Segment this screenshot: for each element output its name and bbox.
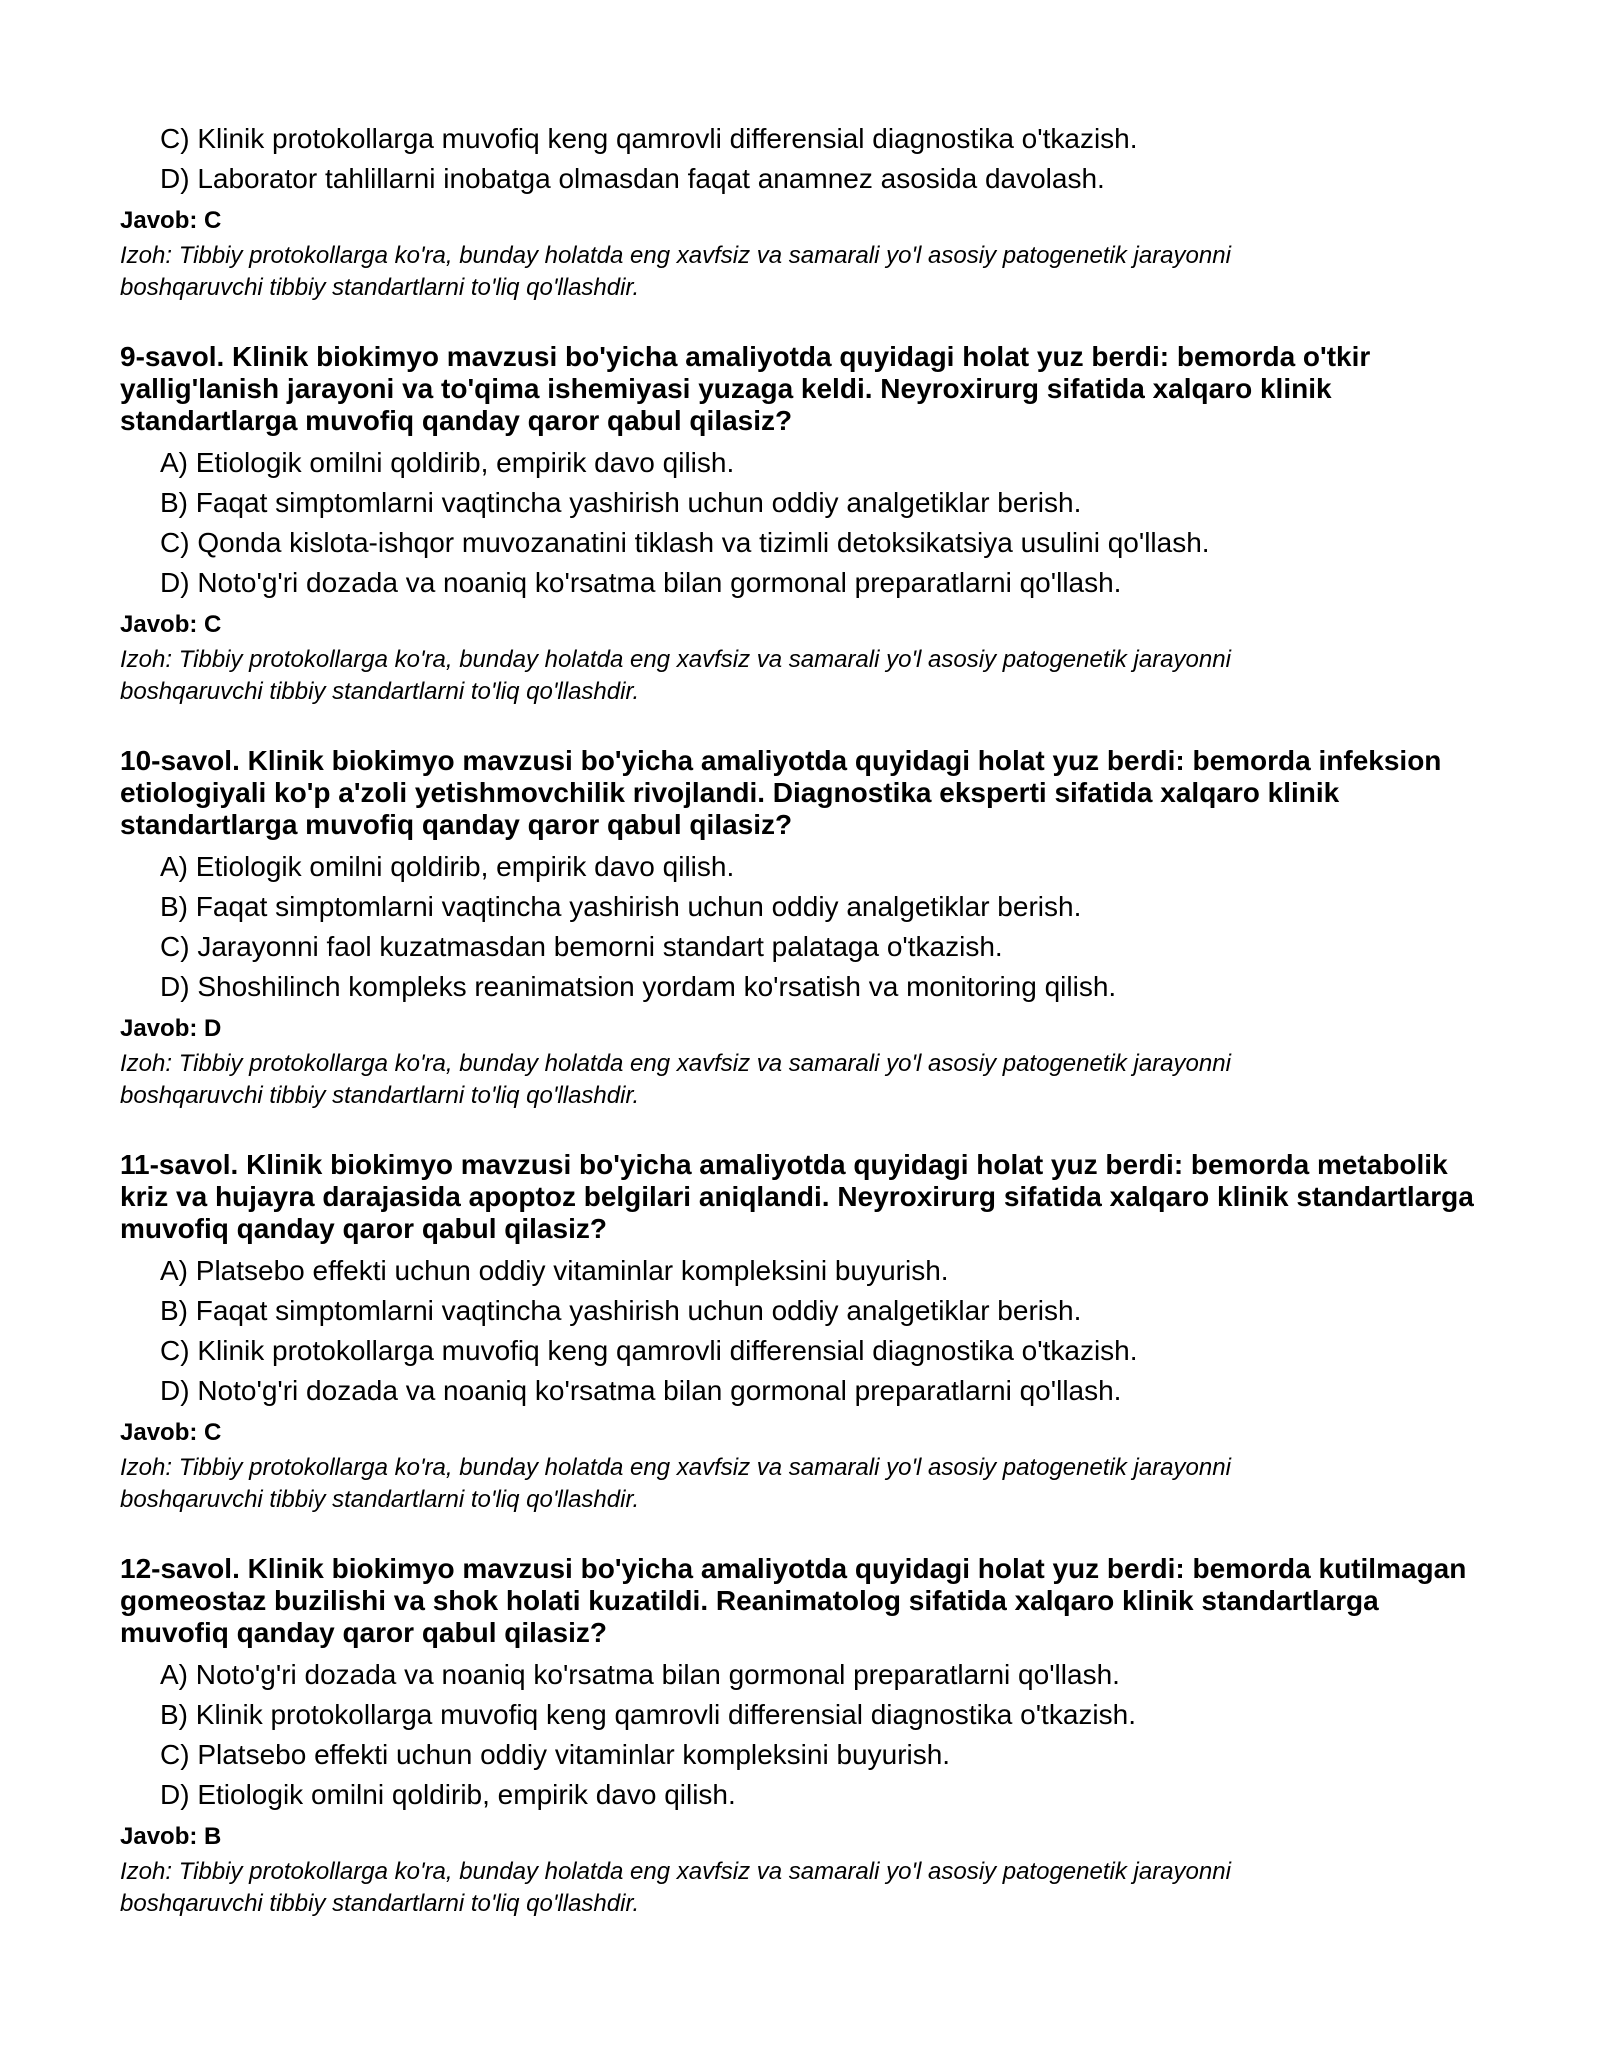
option-d: D) Noto'g'ri dozada va noaniq ko'rsatma bilan gormonal preparatlarni qo'llash. bbox=[160, 567, 1122, 598]
explanation-note: Izoh: Tibbiy protokollarga ko'ra, bunday holatda eng xavfsiz va samarali yo'l asosiy patogenetik jarayonni boshqaruvchi tibbiy standartlarni to'liq qo'llashdir. bbox=[120, 242, 1231, 301]
option-a: A) Noto'g'ri dozada va noaniq ko'rsatma bilan gormonal preparatlarni qo'llash. bbox=[160, 1659, 1120, 1690]
question-11 bbox=[120, 1149, 1482, 1516]
question-10 bbox=[120, 745, 1482, 1112]
option-d: D) Etiologik omilni qoldirib, empirik davo qilish. bbox=[160, 1779, 736, 1810]
answer-label: Javob: B bbox=[120, 1823, 222, 1850]
question-8-continuation bbox=[120, 119, 1482, 304]
option-c: C) Jarayonni faol kuzatmasdan bemorni standart palataga o'tkazish. bbox=[160, 931, 1003, 962]
question-title: 10-savol. Klinik biokimyo mavzusi bo'yicha amaliyotda quyidagi holat yuz berdi: bemorda infeksion etiologiyali ko'p a'zoli yetishmovchilik rivojlandi. Diagnostika eksperti sifatida xalqaro klinik standartlarga muvofiq qanday qaror qabul qilasiz? bbox=[120, 745, 1442, 840]
explanation-note: Izoh: Tibbiy protokollarga ko'ra, bunday holatda eng xavfsiz va samarali yo'l asosiy patogenetik jarayonni boshqaruvchi tibbiy standartlarni to'liq qo'llashdir. bbox=[120, 1050, 1231, 1109]
option-b: B) Faqat simptomlarni vaqtincha yashirish uchun oddiy analgetiklar berish. bbox=[160, 487, 1082, 518]
option-d: D) Noto'g'ri dozada va noaniq ko'rsatma bilan gormonal preparatlarni qo'llash. bbox=[160, 1375, 1122, 1406]
option-c: C) Qonda kislota-ishqor muvozanatini tiklash va tizimli detoksikatsiya usulini qo'llash. bbox=[160, 527, 1210, 558]
option-d: D) Shoshilinch kompleks reanimatsion yordam ko'rsatish va monitoring qilish. bbox=[160, 971, 1117, 1002]
question-title: 11-savol. Klinik biokimyo mavzusi bo'yicha amaliyotda quyidagi holat yuz berdi: bemorda metabolik kriz va hujayra darajasida apoptoz belgilari aniqlandi. Neyroxirurg sifatida xalqaro klinik standartlarga muvofiq qanday qaror qabul qilasiz? bbox=[120, 1149, 1474, 1244]
question-9 bbox=[120, 341, 1482, 708]
answer-label: Javob: C bbox=[120, 611, 222, 638]
question-title: 12-savol. Klinik biokimyo mavzusi bo'yicha amaliyotda quyidagi holat yuz berdi: bemorda kutilmagan gomeostaz buzilishi va shok holati kuzatildi. Reanimatolog sifatida xalqaro klinik standartlarga muvofiq qanday qaror qabul qilasiz? bbox=[120, 1553, 1467, 1648]
option-d: D) Laborator tahlillarni inobatga olmasdan faqat anamnez asosida davolash. bbox=[160, 163, 1105, 194]
option-c: C) Klinik protokollarga muvofiq keng qamrovli differensial diagnostika o'tkazish. bbox=[160, 1335, 1138, 1366]
option-c: C) Platsebo effekti uchun oddiy vitaminlar kompleksini buyurish. bbox=[160, 1739, 951, 1770]
explanation-note: Izoh: Tibbiy protokollarga ko'ra, bunday holatda eng xavfsiz va samarali yo'l asosiy patogenetik jarayonni boshqaruvchi tibbiy standartlarni to'liq qo'llashdir. bbox=[120, 1858, 1231, 1917]
option-b: B) Klinik protokollarga muvofiq keng qamrovli differensial diagnostika o'tkazish. bbox=[160, 1699, 1136, 1730]
option-a: A) Etiologik omilni qoldirib, empirik davo qilish. bbox=[160, 447, 735, 478]
option-a: A) Etiologik omilni qoldirib, empirik davo qilish. bbox=[160, 851, 735, 882]
option-b: B) Faqat simptomlarni vaqtincha yashirish uchun oddiy analgetiklar berish. bbox=[160, 1295, 1082, 1326]
question-title: 9-savol. Klinik biokimyo mavzusi bo'yicha amaliyotda quyidagi holat yuz berdi: bemorda o'tkir yallig'lanish jarayoni va to'qima ishemiyasi yuzaga keldi. Neyroxirurg sifatida xalqaro klinik standartlarga muvofiq qanday qaror qabul qilasiz? bbox=[120, 341, 1371, 436]
explanation-note: Izoh: Tibbiy protokollarga ko'ra, bunday holatda eng xavfsiz va samarali yo'l asosiy patogenetik jarayonni boshqaruvchi tibbiy standartlarni to'liq qo'llashdir. bbox=[120, 1454, 1231, 1513]
option-c: C) Klinik protokollarga muvofiq keng qamrovli differensial diagnostika o'tkazish. bbox=[160, 123, 1138, 154]
answer-label: Javob: C bbox=[120, 1419, 222, 1446]
answer-label: Javob: D bbox=[120, 1015, 222, 1042]
answer-label: Javob: C bbox=[120, 207, 222, 234]
question-12 bbox=[120, 1553, 1482, 1920]
option-a: A) Platsebo effekti uchun oddiy vitaminlar kompleksini buyurish. bbox=[160, 1255, 949, 1286]
explanation-note: Izoh: Tibbiy protokollarga ko'ra, bunday holatda eng xavfsiz va samarali yo'l asosiy patogenetik jarayonni boshqaruvchi tibbiy standartlarni to'liq qo'llashdir. bbox=[120, 646, 1231, 705]
option-b: B) Faqat simptomlarni vaqtincha yashirish uchun oddiy analgetiklar berish. bbox=[160, 891, 1082, 922]
